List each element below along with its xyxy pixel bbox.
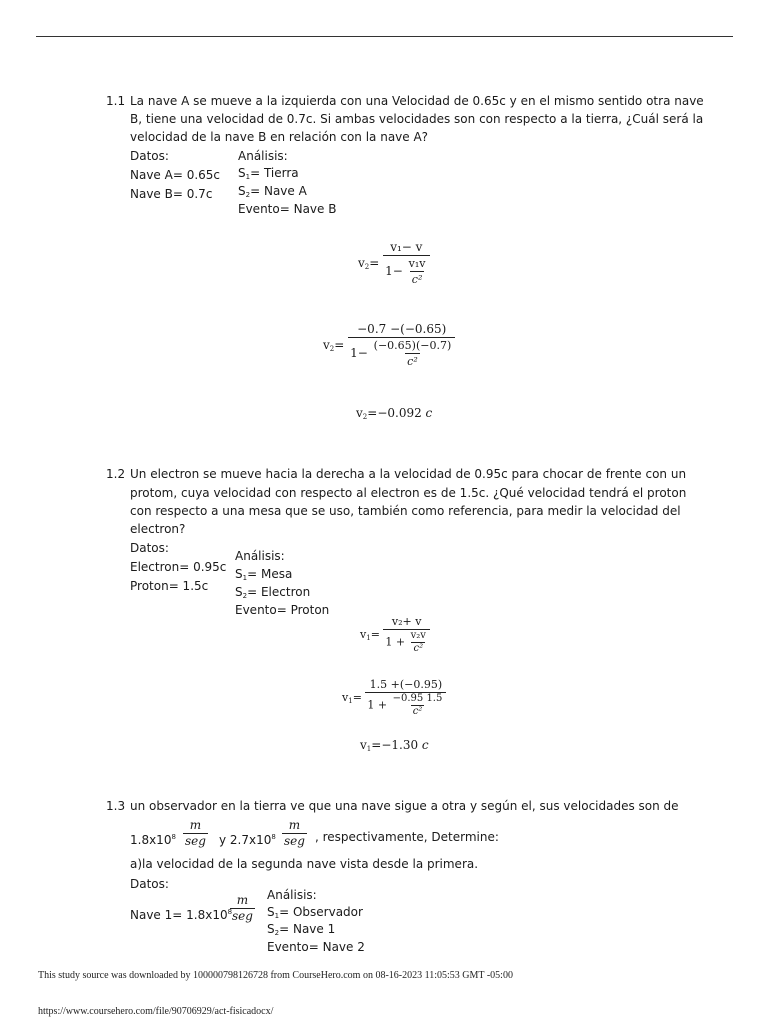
- problem-text-line: protom, cuya velocidad con respecto al electron es de 1.5c. ¿Qué velocidad tendrá el proton: [130, 486, 687, 500]
- problem-text-line: con respecto a una mesa que se uso, también como referencia, para medir la velocidad del: [130, 504, 681, 518]
- download-notice: This study source was downloaded by 100000798126728 from CourseHero.com on 08-16-2023 11:05:53 GMT -05:00: [38, 970, 513, 981]
- velocity-1: $1.8x10^8$: [130, 833, 176, 847]
- frame-s2: $S_2=$ Nave 1: [267, 922, 336, 937]
- frame-s1: $S_1=$ Mesa: [235, 567, 293, 582]
- datos-item: Nave A= 0.65c: [130, 168, 221, 182]
- datos-label: Datos:: [130, 149, 169, 163]
- problem-text-line: , respectivamente, Determine:: [315, 830, 499, 844]
- unit-fraction: $\frac{m}{\text{seg}}$: [232, 893, 253, 923]
- equation-result: $v_1=-1.30$ c: [360, 738, 429, 753]
- datos-item: Electron= 0.95c: [130, 560, 227, 574]
- problem-number: 1.3: [106, 799, 126, 813]
- datos-item: Nave $1= 1.8x10^8$: [130, 908, 233, 922]
- equation-velocity-transform: $v_2=$ v₁− v 1− $\frac{\text{v₁v}}{\text{c²}}$: [358, 240, 430, 287]
- source-url[interactable]: https://www.coursehero.com/file/90706929/act-fisicadocx/: [38, 1006, 274, 1017]
- equation-result: $v_2=-0.092$ c: [356, 406, 433, 421]
- datos-item: Nave B= 0.7c: [130, 187, 213, 201]
- frame-s1: $S_1=$ Tierra: [238, 166, 299, 181]
- problem-text-line: Un electron se mueve hacia la derecha a la velocidad de 0.95c para chocar de frente con un: [130, 467, 687, 481]
- problem-text-line: un observador en la tierra ve que una nave sigue a otra y según el, sus velocidades son de: [130, 799, 679, 813]
- equation-velocity-transform: $v_1=$ v₂+ v 1 + $\frac{\text{v₂v}}{\text{c²}}$: [360, 614, 430, 655]
- datos-item: Proton= 1.5c: [130, 579, 209, 593]
- problem-number: 1.2: [106, 467, 126, 481]
- problem-part-a: a)la velocidad de la segunda nave vista desde la primera.: [130, 857, 479, 871]
- unit-fraction: $\frac{m}{\text{seg}}$: [185, 818, 206, 848]
- analisis-label: Análisis:: [267, 888, 317, 902]
- frame-s2: $S_2=$ Nave A: [238, 184, 307, 199]
- frame-s2: $S_2=$ Electron: [235, 585, 311, 600]
- evento: Evento= Nave 2: [267, 940, 365, 954]
- problem-text-line: velocidad de la nave B en relación con la nave A?: [130, 130, 429, 144]
- problem-text-line: B, tiene una velocidad de 0.7c. Si ambas velocidades son con respecto a la tierra, ¿Cuál será la: [130, 112, 704, 126]
- equation-substitution: $v_2=$ −0.7 −(−0.65) 1− $\frac{(-0.65)(-0.7)}{\text{c²}}$: [323, 322, 455, 369]
- equation-substitution: $v_1=$ 1.5 +(−0.95) 1 + $\frac{-0.95 1.5}{\text{c²}}$: [342, 677, 446, 718]
- evento: Evento= Nave B: [238, 202, 337, 216]
- problem-text-line: La nave A se mueve a la izquierda con una Velocidad de 0.65c y en el mismo sentido otra nave: [130, 94, 704, 108]
- header-rule: [36, 36, 733, 37]
- datos-label: Datos:: [130, 877, 169, 891]
- frame-s1: $S_1=$ Observador: [267, 905, 363, 920]
- problem-number: 1.1: [106, 94, 126, 108]
- analisis-label: Análisis:: [235, 549, 285, 563]
- velocity-2: y $2.7x10^8$: [219, 833, 276, 847]
- unit-fraction: $\frac{m}{\text{seg}}$: [284, 818, 305, 848]
- problem-text-line: electron?: [130, 522, 186, 536]
- evento: Evento= Proton: [235, 603, 330, 617]
- datos-label: Datos:: [130, 541, 169, 555]
- analisis-label: Análisis:: [238, 149, 288, 163]
